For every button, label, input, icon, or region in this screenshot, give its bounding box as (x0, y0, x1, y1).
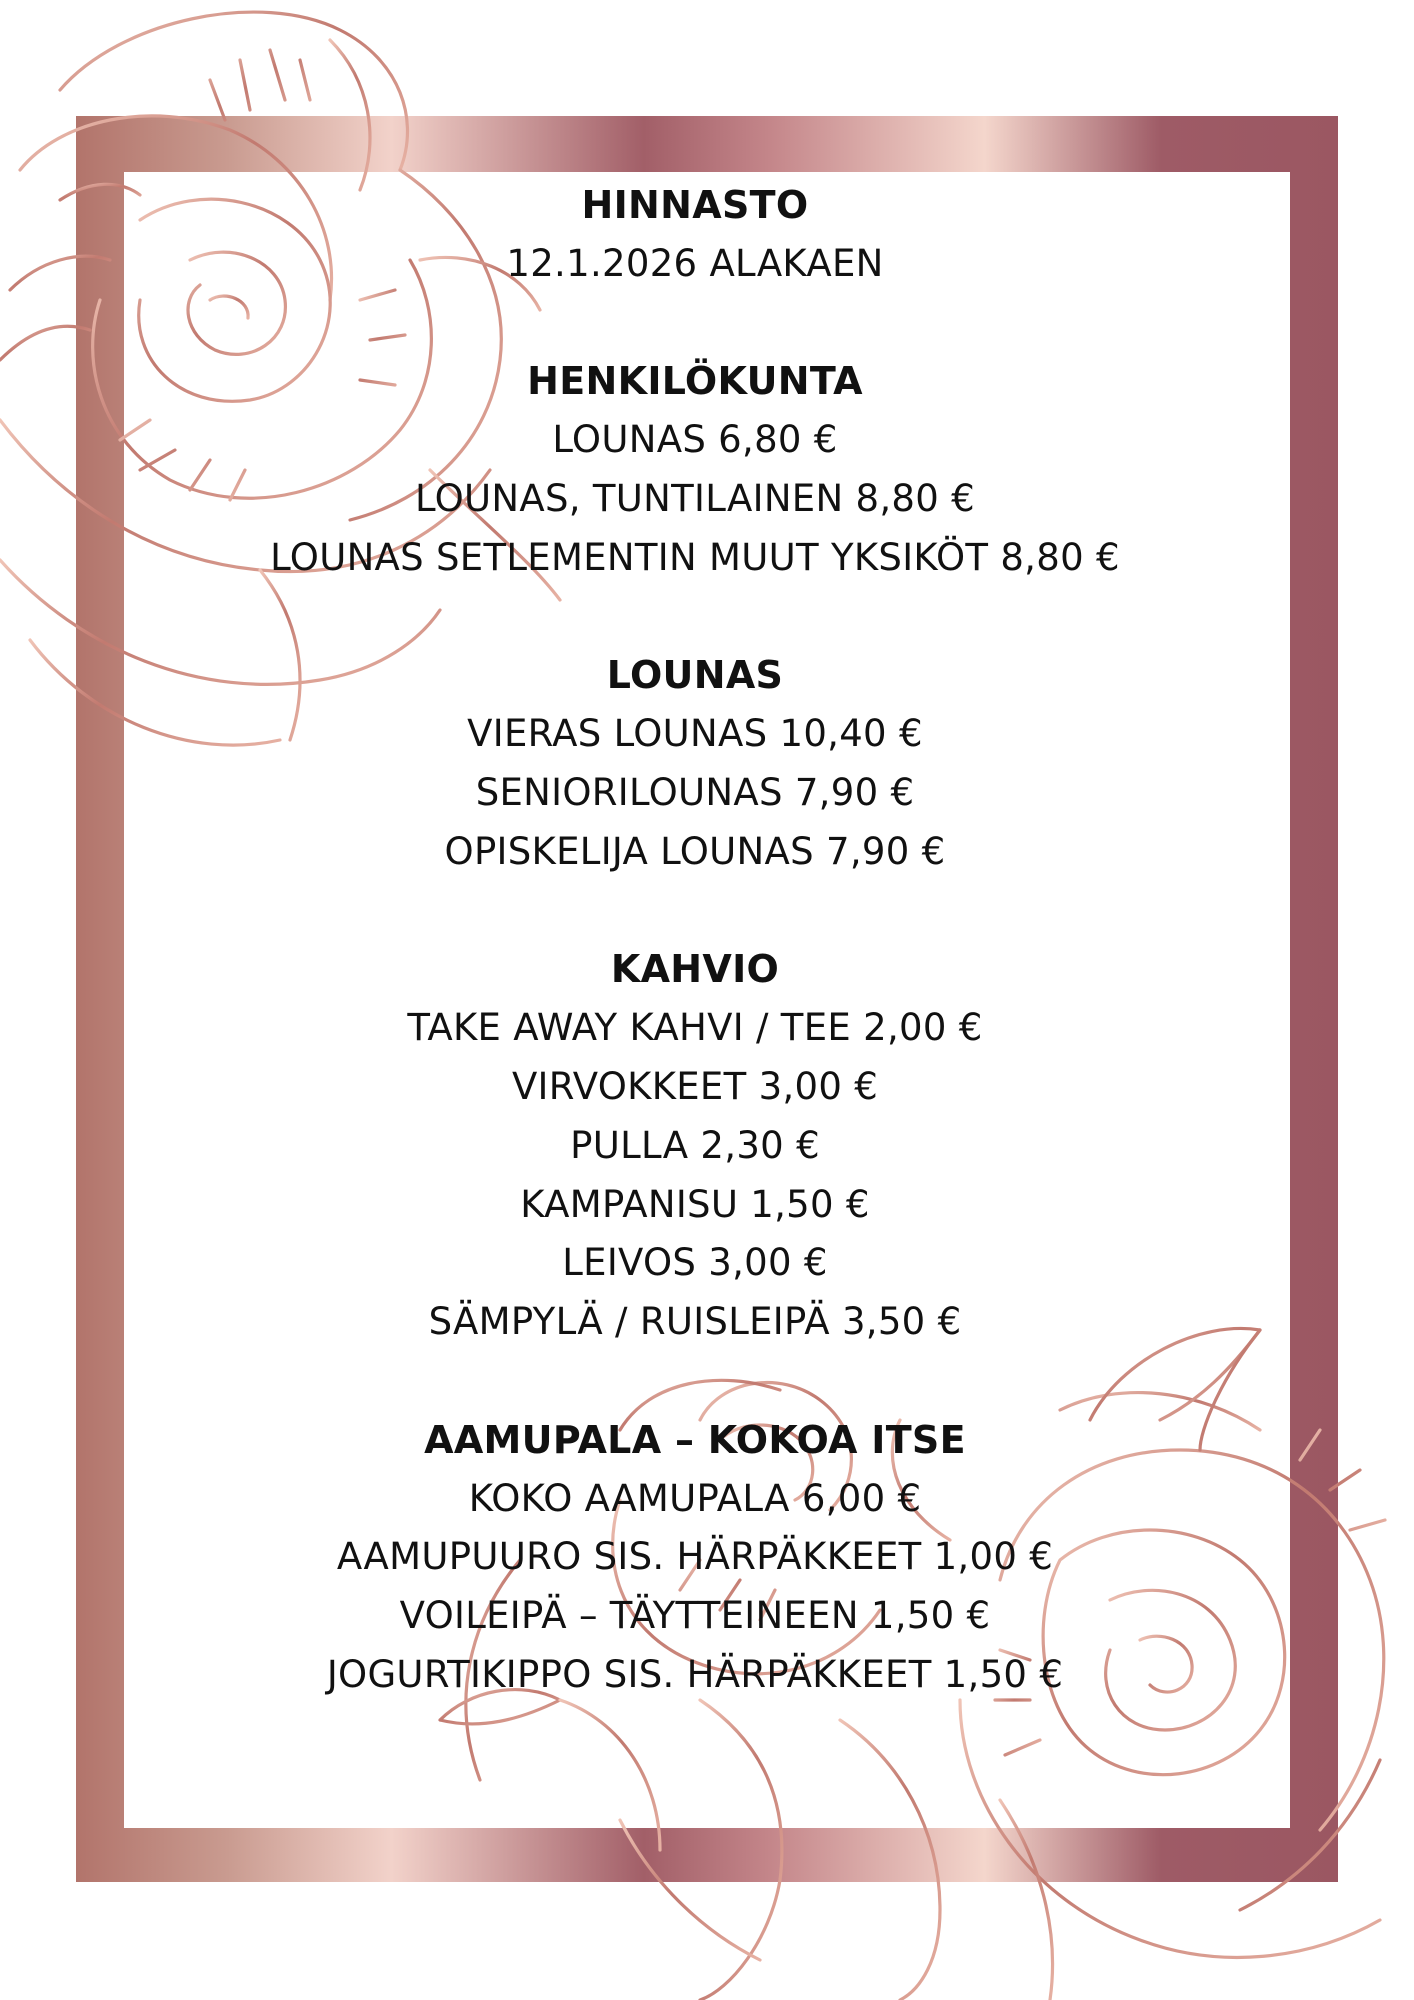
price-item: LOUNAS 6,80 € (552, 418, 838, 462)
price-item: KOKO AAMUPALA 6,00 € (468, 1476, 922, 1520)
spacer (0, 1352, 1390, 1411)
price-item: VIERAS LOUNAS 10,40 € (467, 712, 923, 756)
price-item: VOILEIPÄ – TÄYTTEINEEN 1,50 € (399, 1594, 991, 1638)
price-item: JOGURTIKIPPO SIS. HÄRPÄKKEET 1,50 € (326, 1652, 1064, 1696)
price-item: SÄMPYLÄ / RUISLEIPÄ 3,50 € (428, 1300, 962, 1344)
price-item: LOUNAS SETLEMENTIN MUUT YKSIKÖT 8,80 € (270, 535, 1120, 579)
page-subtitle: 12.1.2026 ALAKAEN (506, 241, 884, 285)
section-heading-aamupala: AAMUPALA – KOKOA ITSE (424, 1417, 966, 1462)
price-item: OPISKELIJA LOUNAS 7,90 € (444, 829, 946, 873)
section-heading-kahvio: KAHVIO (610, 947, 780, 992)
section-heading-lounas: LOUNAS (606, 653, 784, 698)
page-title: HINNASTO (581, 183, 809, 227)
price-item: PULLA 2,30 € (570, 1123, 820, 1167)
price-item: LEIVOS 3,00 € (562, 1241, 828, 1285)
price-item: VIRVOKKEET 3,00 € (511, 1064, 879, 1108)
price-list (0, 176, 1390, 1705)
price-item: LOUNAS, TUNTILAINEN 8,80 € (414, 476, 976, 520)
spacer (0, 588, 1390, 647)
price-item: KAMPANISU 1,50 € (520, 1182, 870, 1226)
section-heading-henkilokunta: HENKILÖKUNTA (527, 359, 863, 404)
spacer (0, 294, 1390, 353)
spacer (0, 882, 1390, 941)
price-item: AAMUPUURO SIS. HÄRPÄKKEET 1,00 € (336, 1535, 1054, 1579)
price-item: SENIORILOUNAS 7,90 € (475, 770, 915, 814)
price-item: TAKE AWAY KAHVI / TEE 2,00 € (407, 1006, 983, 1050)
